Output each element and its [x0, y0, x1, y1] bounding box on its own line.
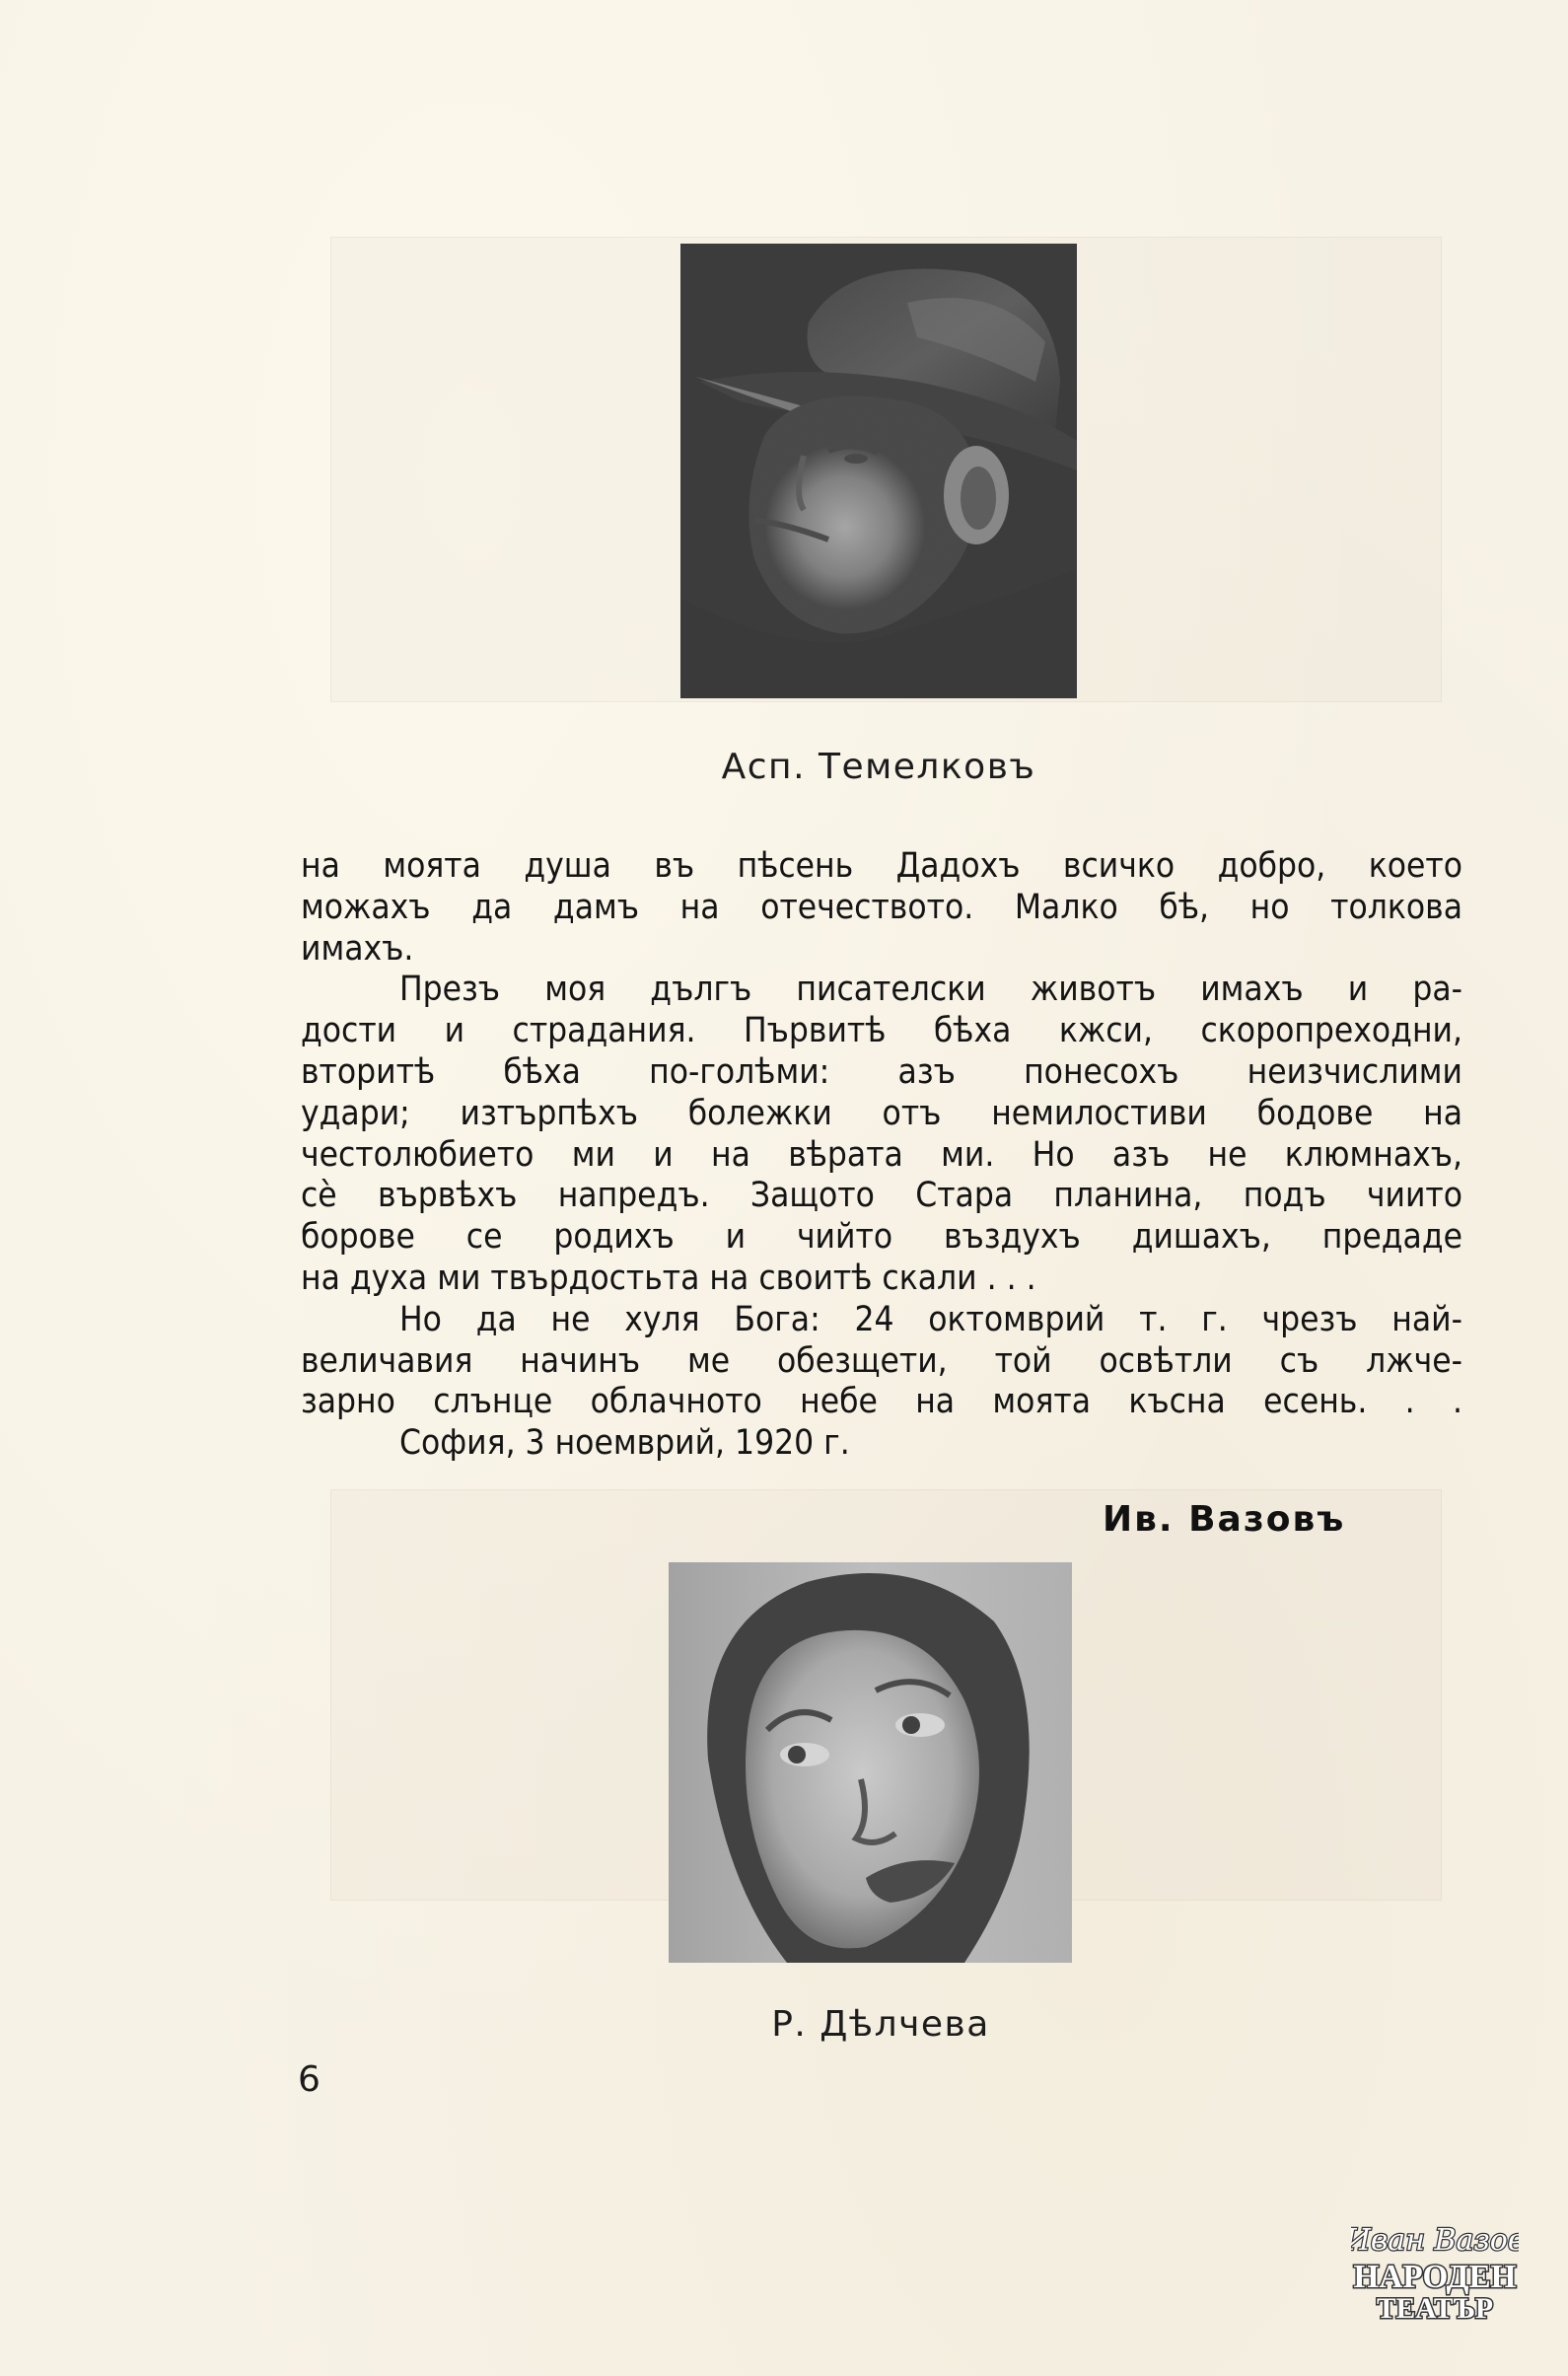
- national-theatre-logo: [1351, 2214, 1519, 2328]
- text-line: удари; изтърпѣхъ болежки отъ немилостиви бодове на: [301, 1093, 1462, 1133]
- text-line: можахъ да дамъ на отечеството. Малко бѣ, но толкова: [301, 887, 1462, 927]
- text-line: дости и страдания. Първитѣ бѣха кжси, скоропреходни,: [301, 1011, 1462, 1051]
- text-line: Но да не хуля Бога: 24 октомврий т. г. чрезъ най-: [399, 1299, 1462, 1339]
- ivan-vazov-theatre-logo-icon: [1351, 2214, 1519, 2328]
- logo-line1: НАРОДЕН: [1353, 2259, 1517, 2295]
- text-line: величавия начинъ ме обезщети, той освѣтли съ лжче-: [301, 1340, 1462, 1381]
- text-line: зарно слънце облачното небе на моята късна есень. . .: [301, 1382, 1462, 1422]
- logo-script: Иван Вазов: [1351, 2223, 1519, 2258]
- photo-caption-temelkov: Асп. Темелковъ: [721, 747, 1036, 787]
- photo-caption-delcheva: Р. Дѣлчева: [771, 2004, 990, 2045]
- text-line: борове се родихъ и чийто въздухъ дишахъ, предаде: [301, 1217, 1462, 1258]
- photo-portrait-woman: [669, 1562, 1072, 1963]
- letter-body-text: [301, 846, 1462, 1465]
- photo-portrait-man: [680, 244, 1077, 698]
- author-signature: Ив. Вазовъ: [1103, 1499, 1346, 1540]
- logo-line2: ТЕАТЪР: [1377, 2292, 1493, 2325]
- text-line: имахъ.: [301, 928, 414, 969]
- page-number: 6: [298, 2059, 321, 2100]
- text-line: сѐ вървѣхъ напредъ. Защото Стара планина, подъ чиито: [301, 1176, 1462, 1216]
- portrait-woman-image: [669, 1562, 1072, 1963]
- portrait-man-in-hat-image: [680, 244, 1077, 698]
- text-line: на моята душа въ пѣсень Дадохъ всичко добро, което: [301, 846, 1462, 886]
- text-line: на духа ми твърдостьта на своитѣ скали . . .: [301, 1258, 1036, 1298]
- text-line: вторитѣ бѣха по-голѣми: азъ понесохъ неизчислими: [301, 1051, 1462, 1092]
- text-line: Презъ моя дългъ писателски животъ имахъ и ра-: [399, 970, 1462, 1010]
- text-line: честолюбието ми и на вѣрата ми. Но азъ не клюмнахъ,: [301, 1134, 1462, 1175]
- dateline: София, 3 ноемврий, 1920 г.: [399, 1423, 850, 1464]
